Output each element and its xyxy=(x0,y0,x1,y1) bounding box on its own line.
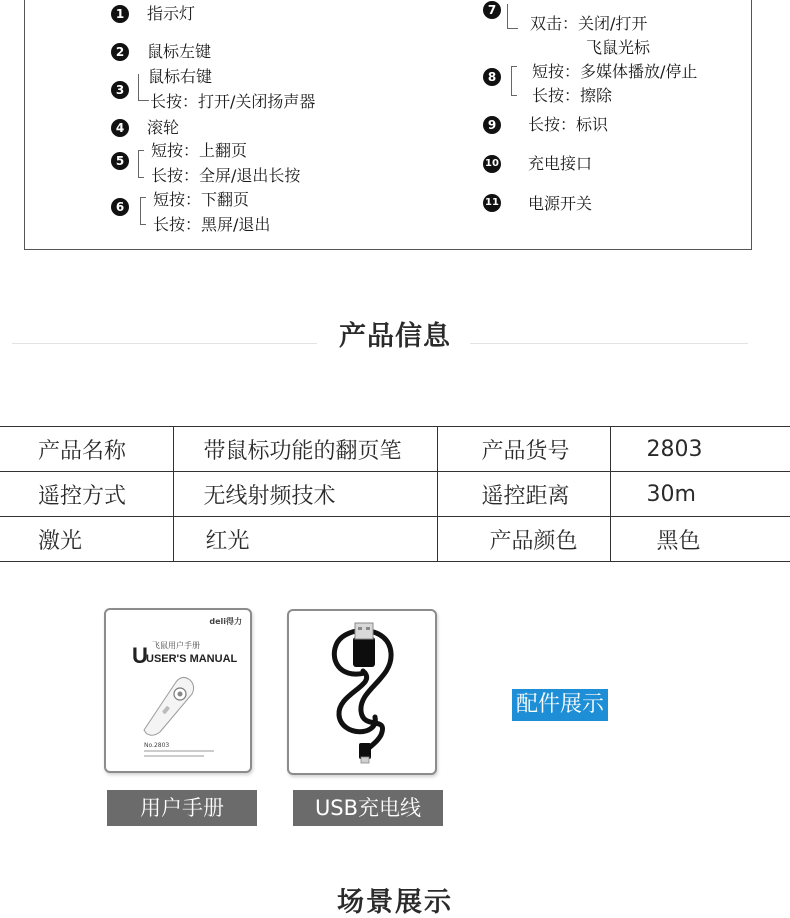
legend-label-fullscreen: 长按：全屏/退出长按 xyxy=(151,166,301,185)
table-row xyxy=(0,472,790,517)
manual-text-line xyxy=(144,750,214,752)
table-cell: 产品货号 xyxy=(437,427,610,472)
table-row xyxy=(0,517,790,562)
legend-number-7: 7 xyxy=(483,1,501,19)
manual-initial: U xyxy=(132,643,148,668)
legend-label-erase: 长按：擦除 xyxy=(532,86,613,105)
next-section-clip xyxy=(0,887,790,918)
legend-bracket-8 xyxy=(511,66,517,96)
manual-model: No.2803 xyxy=(144,742,170,749)
manual-title-en: USER'S MANUAL xyxy=(146,653,238,665)
manual-title-cn: 飞鼠用户手册 xyxy=(152,641,200,650)
legend-number-3: 3 xyxy=(111,81,129,99)
usb-cable-caption: USB充电线 xyxy=(293,790,443,826)
legend-label-laser xyxy=(524,0,572,2)
legend-bracket-6 xyxy=(140,197,146,225)
legend-label-black-screen: 长按：黑屏/退出 xyxy=(153,215,271,234)
legend-number-1: 1 xyxy=(111,5,129,23)
legend-label-page-down: 短按：下翻页 xyxy=(153,190,250,209)
next-section-title: 场景展示 xyxy=(337,887,453,918)
table-cell: 产品名称 xyxy=(0,427,173,472)
table-cell: 黑色 xyxy=(610,517,790,562)
legend-number-6: 6 xyxy=(111,198,129,216)
legend-label-double-click: 双击：关闭/打开 xyxy=(530,14,648,33)
manual-caption: 用户手册 xyxy=(107,790,257,826)
accessories-badge: 配件展示 xyxy=(512,689,608,721)
product-info-table xyxy=(0,426,790,562)
table-cell: 2803 xyxy=(610,427,790,472)
legend-label-mark: 长按：标识 xyxy=(528,115,609,134)
legend-bracket-7 xyxy=(507,4,518,29)
legend-label-right-button: 鼠标右键 xyxy=(148,67,213,86)
table-cell: 遥控方式 xyxy=(0,472,173,517)
legend-number-11: 11 xyxy=(483,194,501,212)
usb-cable-card xyxy=(287,609,437,775)
section-title-product-info: 产品信息 xyxy=(339,321,451,352)
table-cell: 遥控距离 xyxy=(437,472,610,517)
legend-label-power-switch: 电源开关 xyxy=(528,194,593,213)
table-row xyxy=(0,427,790,472)
usb-cable-icon xyxy=(319,619,409,769)
legend-label-charging-port: 充电接口 xyxy=(528,154,593,173)
manual-brand: deli得力 xyxy=(209,617,242,626)
manual-text-line xyxy=(144,755,204,757)
presenter-sketch-icon xyxy=(136,670,206,736)
legend-number-2: 2 xyxy=(111,43,129,61)
legend-label-left-button: 鼠标左键 xyxy=(147,42,212,61)
manual-card xyxy=(104,608,252,773)
legend-number-4: 4 xyxy=(111,119,129,137)
table-cell: 30m xyxy=(610,472,790,517)
table-cell: 产品颜色 xyxy=(437,517,610,562)
table-cell: 无线射频技术 xyxy=(173,472,437,517)
legend-number-10: 10 xyxy=(483,155,501,173)
legend-number-5: 5 xyxy=(111,152,129,170)
legend-number-9: 9 xyxy=(483,116,501,134)
legend-label-media: 短按：多媒体播放/停止 xyxy=(532,62,698,81)
legend-label-speaker: 长按：打开/关闭扬声器 xyxy=(150,92,316,111)
legend-number-8: 8 xyxy=(483,68,501,86)
legend-label-wheel: 滚轮 xyxy=(147,118,180,137)
table-cell: 带鼠标功能的翻页笔 xyxy=(173,427,437,472)
legend-label-air-cursor: 飞鼠光标 xyxy=(586,38,651,57)
legend-label-indicator: 指示灯 xyxy=(147,4,196,23)
legend-bracket-5 xyxy=(138,150,144,178)
legend-label-page-up: 短按：上翻页 xyxy=(151,141,248,160)
table-cell: 激光 xyxy=(0,517,173,562)
table-cell: 红光 xyxy=(173,517,437,562)
